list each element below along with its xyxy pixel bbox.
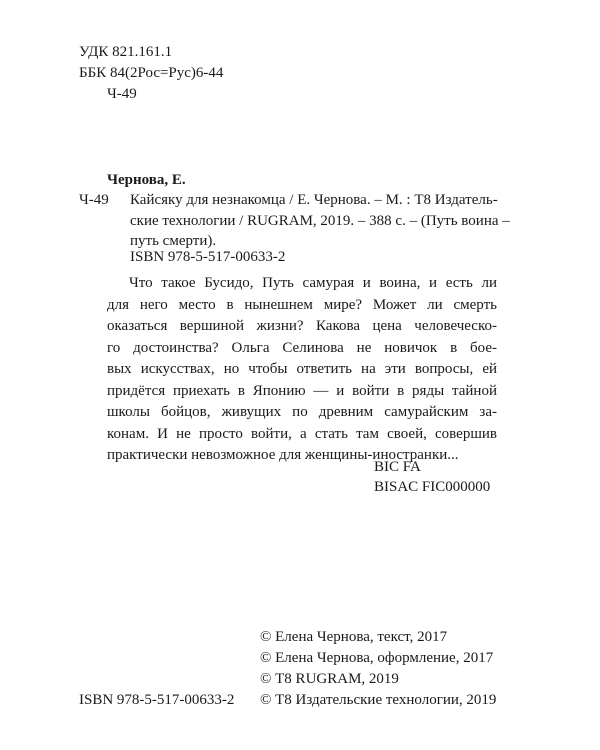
author-sign-top: Ч-49 <box>107 86 137 102</box>
bib-line: Кайсяку для незнакомца / Е. Чернова. – М. : Т8 Издатель- <box>130 192 498 208</box>
bbk-code: ББК 84(2Рос=Рус)6-44 <box>79 65 224 81</box>
annotation-line: го достоинства? Ольга Селинова не новичок в бое- <box>107 339 497 356</box>
bib-line: путь смерти). <box>130 233 217 249</box>
copyright-line: © Елена Чернова, текст, 2017 <box>260 629 448 645</box>
copyright-line: © Т8 Издательские технологии, 2019 <box>260 692 497 708</box>
annotation-line: школы бойцов, живущих по древним самурайским за- <box>107 404 497 420</box>
copyright-line: © Елена Чернова, оформление, 2017 <box>260 650 494 666</box>
annotation-line: для него место в нынешнем мире? Может ли смерть <box>107 296 497 313</box>
entry-author: Чернова, Е. <box>107 172 186 188</box>
bic-code: BIC FA <box>374 459 421 475</box>
annotation <box>107 273 497 467</box>
annotation-line: оказаться вершиной жизни? Какова цена человеческо- <box>107 318 497 334</box>
bib-line: ские технологии / RUGRAM, 2019. – 388 с. – (Путь воина – <box>130 212 510 229</box>
entry-author-sign: Ч-49 <box>79 192 109 208</box>
annotation-line: конам. И не просто войти, а стать там своей, совершив <box>107 425 497 442</box>
bisac-code: BISAC FIC000000 <box>374 479 491 495</box>
isbn-bottom: ISBN 978-5-517-00633-2 <box>79 692 235 708</box>
bibliographic-description <box>130 190 510 252</box>
annotation-line: практически невозможное для женщины-иностранки... <box>107 447 459 463</box>
annotation-line: вых искусствах, но чтобы ответить на эти вопросы, ей <box>107 361 497 377</box>
copyright-line: © Т8 RUGRAM, 2019 <box>260 671 399 687</box>
annotation-line: Что такое Бусидо, Путь самурая и воина, и есть ли <box>129 275 497 291</box>
annotation-line: придётся приехать в Японию — и войти в ряды тайной <box>107 382 497 399</box>
entry-isbn: ISBN 978-5-517-00633-2 <box>130 249 286 265</box>
udk-code: УДК 821.161.1 <box>79 44 173 60</box>
